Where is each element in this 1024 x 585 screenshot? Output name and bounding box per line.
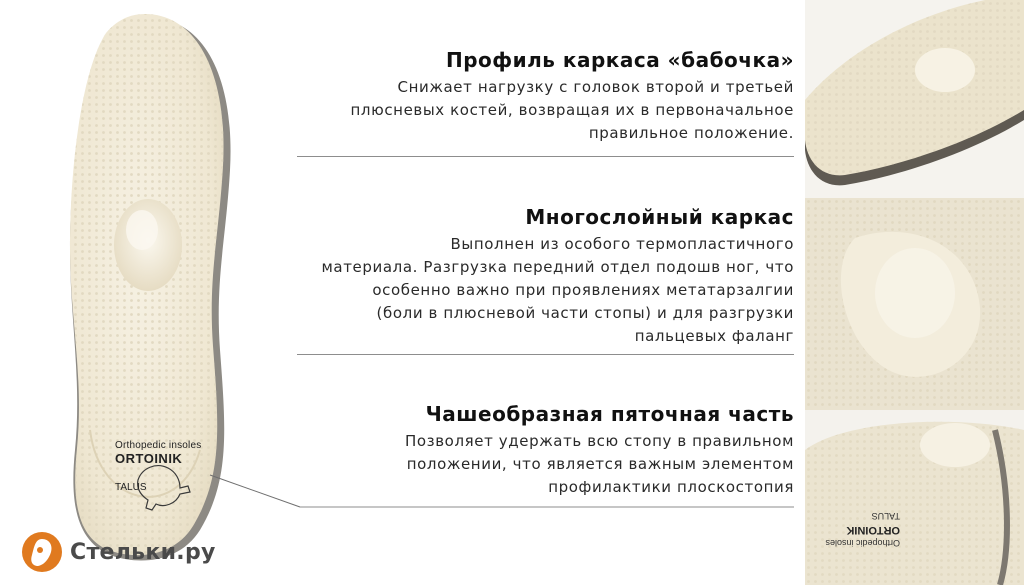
svg-text:ORTOINIK: ORTOINIK [846,524,900,536]
feature-description: Снижает нагрузку с головок второй и третьей плюсневых костей, возвращая их в первоначальное правильное положение. [350,78,794,142]
svg-text:Orthopedic insoles: Orthopedic insoles [825,538,900,548]
insole-brand-line1: Orthopedic insoles [115,440,202,451]
photo-heel-cup [805,410,1024,585]
insole-brand-line3: TALUS [115,482,147,493]
insole-brand-line2: ORTOINIK [115,451,183,466]
svg-text:TALUS: TALUS [871,511,900,521]
feature-title: Профиль каркаса «бабочка» [446,48,794,72]
feature-title: Многослойный каркас [525,205,794,229]
photo-butterfly-profile [805,0,1024,200]
photo-multilayer-frame [805,198,1024,410]
site-logo[interactable] [20,530,216,574]
feature-description: Выполнен из особого термопластичного материала. Разгрузка передний отдел подошв ног, что особенно важно при проявлениях метатарзалгии (боли в плюсневой части стопы) и для разгрузки пальцевых фаланг [321,235,794,345]
brand-logo-icon [20,530,64,574]
feature-title: Чашеобразная пяточная часть [425,402,794,426]
feature-description: Позволяет удержать всю стопу в правильном положении, что является важным элементом профилактики плоскостопия [405,432,794,496]
site-logo-text: Стельки.ру [70,539,216,565]
